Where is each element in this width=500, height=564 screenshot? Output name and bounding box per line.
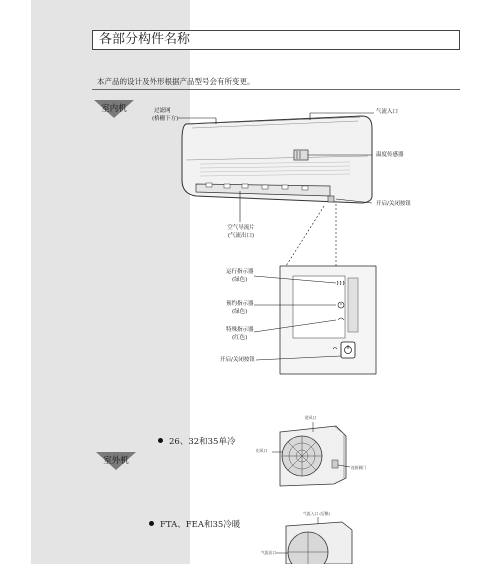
unit1-label-inlet-left: 出风口 (256, 448, 268, 453)
label-timer-color: (绿色) (232, 309, 248, 315)
outdoor-unit-2 (276, 517, 352, 564)
valve-icon (332, 460, 338, 468)
outdoor-unit-tag-label: 室外机 (103, 456, 129, 466)
label-run-color: (绿色) (232, 277, 248, 283)
label-timer-indicator: 预约指示器 (226, 301, 254, 307)
unit2-label-inlet-top: 气流入口 (后侧) (303, 511, 330, 516)
outdoor-model-2-text: FTA、FEA和35冷暖 (160, 520, 241, 530)
design-change-note: 本产品的设计及外形根据产品型号会有所变更。 (97, 77, 255, 86)
label-filter: 过滤网 (154, 108, 171, 114)
label-panel-power-button: 开启/关闭按钮 (220, 357, 255, 363)
label-power-button: 开启/关闭按钮 (376, 201, 411, 207)
outdoor-model-1-text: 26、32和35单冷 (169, 437, 236, 447)
unit1-label-outlet-top: 进风口 (305, 415, 317, 420)
label-air-inlet: 气流入口 (376, 109, 399, 115)
label-special-color: (红色) (232, 335, 248, 341)
label-air-flap-sub: (气流出口) (227, 233, 255, 239)
label-special-indicator: 特殊指示器 (226, 327, 254, 333)
outdoor-unit-1 (272, 422, 350, 486)
label-filter-sub: (格栅下方) (152, 116, 179, 122)
label-air-flap: 空气导流片 (227, 225, 255, 231)
unit1-label-valve: 连接阀门 (351, 465, 367, 470)
label-temp-sensor: 温度传感器 (376, 152, 404, 158)
page-title: 各部分构件名称 (92, 30, 460, 50)
indoor-unit-tag-label: 室内机 (101, 104, 127, 114)
label-run-indicator: 运行指示器 (226, 269, 254, 275)
unit2-label-outlet-left: 气流出口 (261, 550, 277, 555)
